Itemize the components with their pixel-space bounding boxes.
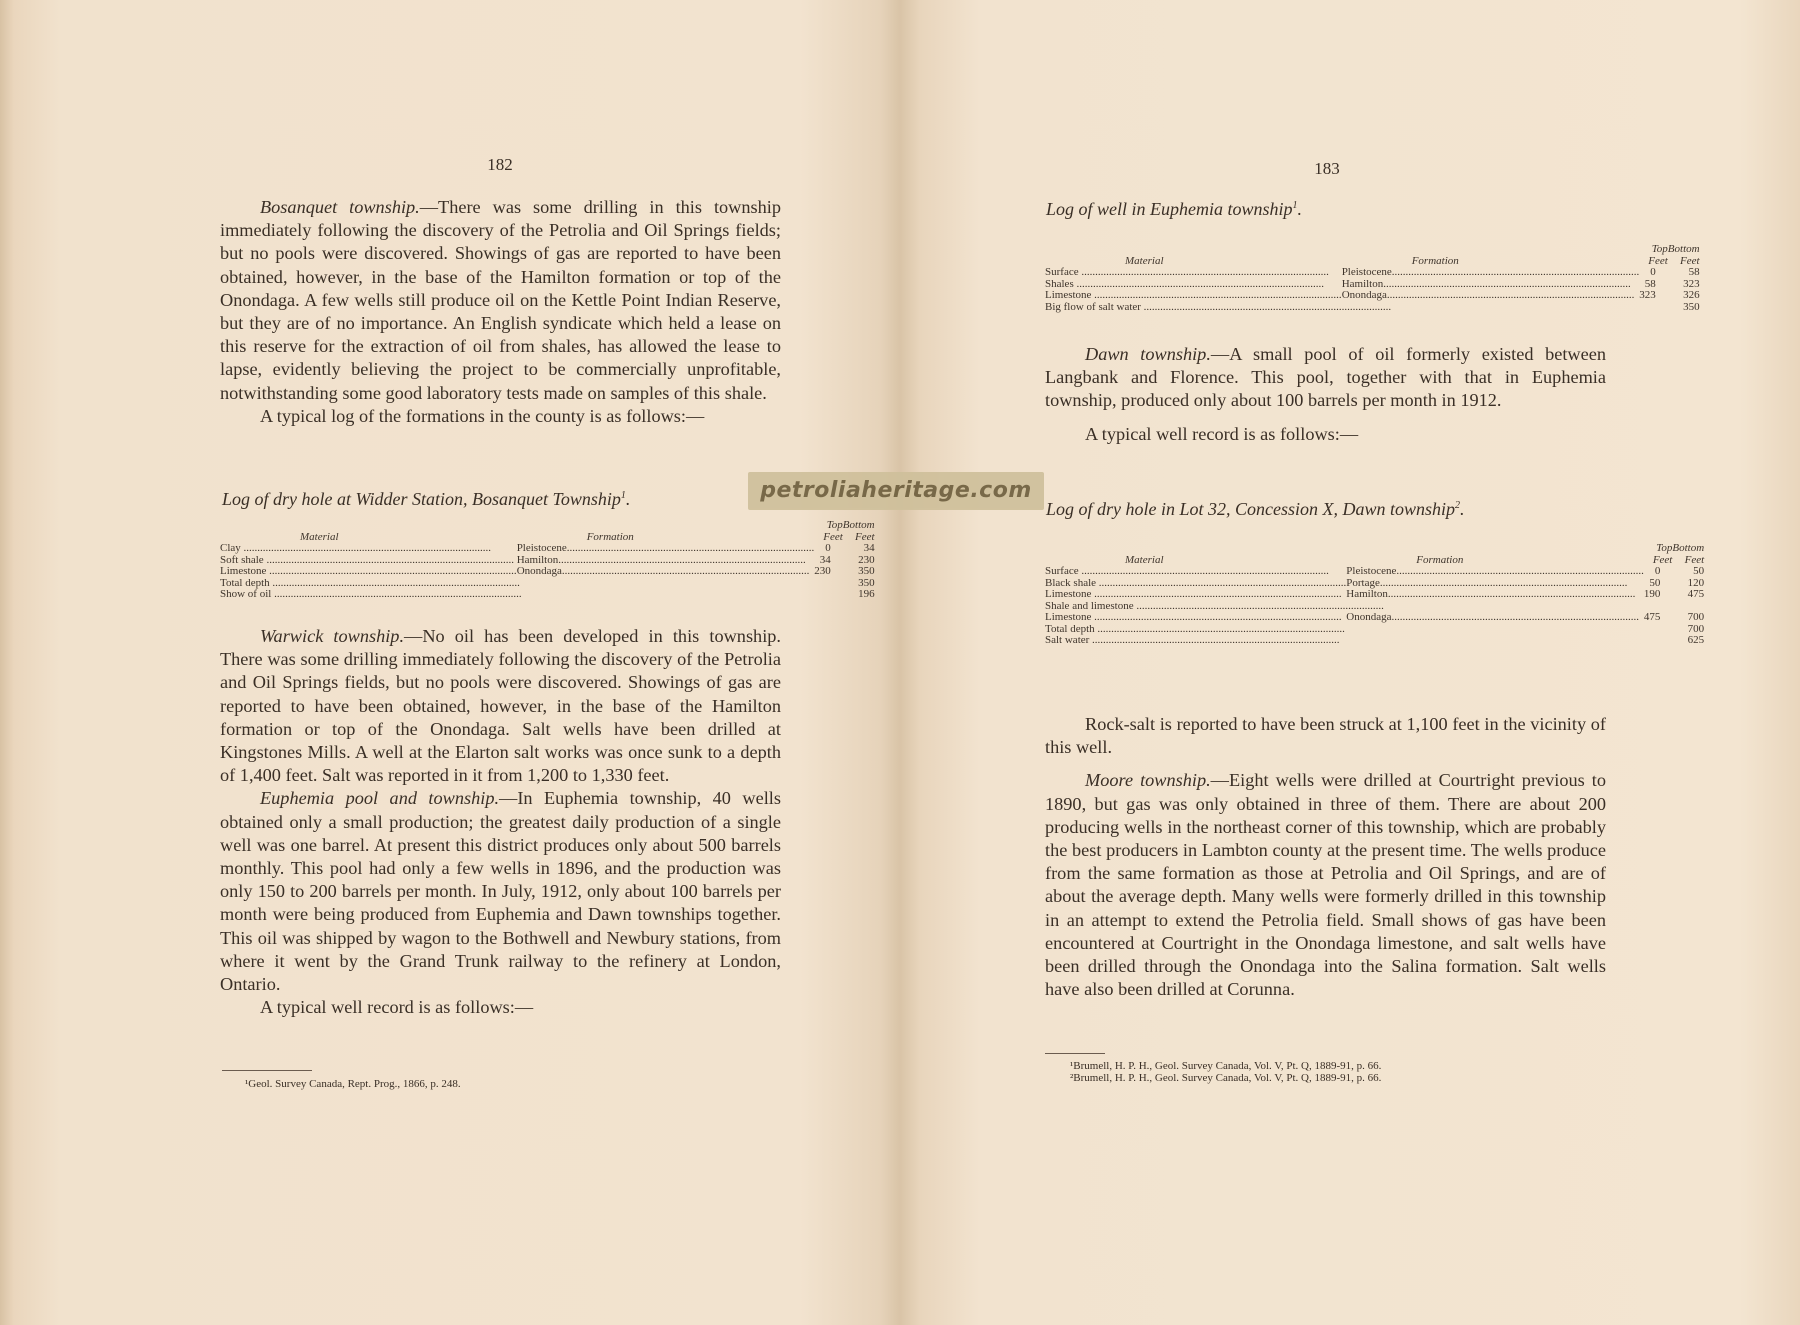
right-text-block-2 (1045, 713, 1606, 1001)
left-text-block-2 (220, 625, 781, 1019)
cell-bottom-feet: 700 (1687, 623, 1705, 635)
cell-material: Total depth .......................................................................................... (220, 577, 520, 589)
cell-material: Soft shale .......................................................................................... (220, 554, 514, 566)
footnote-rule (1045, 1053, 1105, 1054)
paragraph-text: —There was some drilling in this township immediately following the discovery of the Petrolia and Oil Springs fields; but no pools were discovered. Showings of gas are reported to have been obtained, however, in the base of the Hamilton formation or top of the Onondaga. A few wells still produce oil on the Kettle Point Indian Reserve, but they are of no importance. An English syndicate which held a lease on this reserve for the extraction of oil from shales, has allowed the lease to lapse, evidently believing the project to be commercially unprofitable, notwithstanding some good laboratory tests made on samples of this shale. (220, 197, 781, 403)
cell-bottom-feet: 50 (1693, 566, 1705, 577)
paragraph-heading: Bosanquet township. (260, 197, 420, 217)
table-row (1045, 578, 1704, 590)
caption-end: . (1297, 199, 1303, 219)
caption-text: Log of dry hole at Widder Station, Bosanquet Township (222, 489, 621, 509)
table-row (1045, 302, 1700, 314)
right-text-block-1 (1045, 343, 1606, 446)
column-header-material: Material (1125, 553, 1164, 566)
watermark: petroliaheritage.com (748, 472, 1044, 510)
cell-bottom-feet: 34 (863, 543, 875, 554)
table-row (1045, 566, 1704, 578)
cell-top-feet: 190 (1643, 589, 1661, 600)
column-header-top: Top Feet (1652, 542, 1673, 566)
paragraph-well-record: A typical well record is as follows:— (260, 997, 534, 1018)
table-header-row (1045, 244, 1700, 267)
paragraph-text: —A small pool of oil formerly existed between Langbank and Florence. This pool, together with that in Euphemia township, produced only about 100 barrels per month in 1912. (1045, 344, 1606, 411)
cell-top-feet: 475 (1643, 612, 1661, 623)
cell-material: Limestone .......................................................................................... (220, 566, 517, 577)
caption-footnote-ref: 1 (620, 490, 626, 501)
cell-formation: Hamilton.......................................................................................... (1341, 278, 1631, 290)
paragraph-heading: Moore township. (1085, 770, 1211, 791)
paragraph-text: —No oil has been developed in this township. There was some drilling immediately following the discovery of the Petrolia and Oil Springs fields, but no pools were discovered. Showings of gas are reported to have been obtained, however, in the base of the Hamilton formation or top of the Onondaga. Salt wells have been drilled at Kingstones Mills. A well at the Elarton salt works was once sunk to a depth of 1,400 feet. Salt was reported in it from 1,200 to 1,330 feet. (220, 626, 781, 786)
table-row (220, 543, 875, 555)
left-text-block-1 (220, 196, 781, 428)
cell-material: Clay .......................................................................................... (220, 543, 492, 554)
caption-end: . (625, 489, 631, 509)
paragraph-intro-log: A typical log of the formations in the county is as follows:— (260, 405, 705, 426)
page-number: 182 (487, 155, 513, 174)
table-caption (1046, 199, 1302, 220)
cell-bottom-feet: 196 (858, 589, 875, 600)
table-row (1045, 601, 1704, 613)
cell-bottom-feet (1672, 601, 1704, 613)
column-header-bottom: Bottom Feet (1667, 243, 1700, 267)
cell-bottom-feet: 350 (1683, 301, 1700, 313)
cell-bottom-feet: 625 (1687, 635, 1705, 646)
cell-top-feet: 230 (814, 566, 831, 577)
footnote-rule (222, 1070, 312, 1071)
cell-top-feet: 0 (1650, 267, 1656, 278)
table-row (1045, 635, 1704, 647)
cell-material: Show of oil .......................................................................................... (220, 589, 522, 600)
right-page (900, 0, 1800, 1325)
cell-top-feet: 34 (819, 554, 831, 566)
cell-material: Shales .......................................................................................... (1045, 278, 1324, 290)
caption-footnote-ref: 2 (1455, 500, 1461, 511)
cell-material: Limestone .......................................................................................... (1045, 612, 1342, 623)
paragraph-heading: Warwick township. (260, 626, 405, 646)
caption-text: Log of well in Euphemia township (1046, 199, 1293, 219)
cell-material: Total depth .......................................................................................... (1045, 623, 1345, 635)
cell-material: Shale and limestone .......................................................................................... (1045, 600, 1384, 612)
cell-bottom-feet: 475 (1687, 589, 1705, 600)
cell-formation: Onondaga.......................................................................................... (1341, 290, 1635, 301)
paragraph-heading: Euphemia pool and township. (260, 788, 500, 809)
cell-bottom-feet: 700 (1687, 612, 1705, 623)
table-row (220, 566, 875, 578)
column-header-material: Material (300, 530, 339, 543)
cell-material: Surface .......................................................................................... (1045, 566, 1329, 577)
table-row (220, 555, 875, 567)
cell-formation: Pleistocene.......................................................................................... (1346, 566, 1644, 577)
cell-material: Big flow of salt water .......................................................................................... (1045, 301, 1392, 313)
cell-material: Limestone .......................................................................................... (1045, 589, 1342, 600)
table-caption (222, 489, 630, 510)
caption-end: . (1460, 499, 1465, 519)
cell-bottom-feet: 350 (858, 577, 875, 589)
log-table-euphemia (1045, 244, 1700, 313)
table-row (220, 589, 875, 601)
paragraph-warwick (220, 625, 781, 787)
footnote: ¹Geol. Survey Canada, Rept. Prog., 1866, p. 248. (245, 1078, 461, 1090)
caption-footnote-ref: 1 (1292, 200, 1298, 211)
cell-bottom-feet: 120 (1687, 577, 1705, 589)
paragraph-moore (1045, 769, 1606, 1001)
cell-top-feet: 323 (1639, 290, 1656, 301)
cell-formation: Onondaga.......................................................................................... (1346, 612, 1639, 623)
table-row (1045, 589, 1704, 601)
cell-formation: Hamilton.......................................................................................... (1346, 589, 1636, 600)
paragraph-rock-salt: Rock-salt is reported to have been struck at 1,100 feet in the vicinity of this well. (1045, 714, 1606, 758)
footnote-2: ²Brumell, H. P. H., Geol. Survey Canada, Vol. V, Pt. Q, 1889-91, p. 66. (1070, 1072, 1382, 1084)
column-header-material: Material (1125, 254, 1164, 267)
cell-material: Surface .......................................................................................... (1045, 267, 1329, 278)
paragraph-bosanquet (220, 196, 781, 405)
table-row (220, 578, 875, 590)
column-header-formation: Formation (1411, 254, 1459, 267)
cell-formation: Pleistocene.......................................................................................... (516, 543, 815, 554)
column-header-top: Top Feet (823, 519, 843, 543)
cell-top-feet: 58 (1644, 278, 1656, 290)
column-header-bottom: Bottom Feet (842, 519, 875, 543)
cell-bottom-feet: 58 (1688, 267, 1700, 278)
cell-top-feet: 50 (1649, 577, 1661, 589)
paragraph-dawn (1045, 343, 1606, 413)
cell-bottom-feet: 350 (858, 566, 875, 577)
caption-text: Log of dry hole in Lot 32, Concession X, Dawn township (1046, 499, 1456, 519)
paragraph-well-record: A typical well record is as follows:— (1085, 423, 1359, 444)
cell-material: Black shale .......................................................................................... (1045, 577, 1347, 589)
column-header-formation: Formation (586, 530, 634, 543)
table-header-row (1045, 543, 1704, 566)
column-header-formation: Formation (1416, 553, 1464, 566)
table-row (1045, 267, 1700, 279)
log-table-widder (220, 520, 875, 601)
cell-bottom-feet: 230 (858, 554, 875, 566)
table-header-row (220, 520, 875, 543)
column-header-bottom: Bottom Feet (1672, 542, 1705, 566)
table-row (1045, 279, 1700, 291)
column-header-top: Top Feet (1648, 243, 1668, 267)
table-row (1045, 624, 1704, 636)
cell-bottom-feet: 326 (1683, 290, 1700, 301)
table-caption (1046, 499, 1465, 520)
log-table-dawn (1045, 543, 1704, 647)
cell-formation: Hamilton.......................................................................................... (516, 554, 806, 566)
table-row (1045, 612, 1704, 624)
cell-formation: Onondaga.......................................................................................... (516, 566, 810, 577)
cell-top-feet: 0 (825, 543, 831, 554)
cell-material: Limestone .......................................................................................... (1045, 290, 1342, 301)
paragraph-text: —Eight wells were drilled at Courtright previous to 1890, but gas was only obtained in three of them. There are about 200 producing wells in the northeast corner of this township, which are probably the best producers in Lambton county at the present time. The wells produce from the same formation as those at Petrolia and Oil Springs, and are of about the average depth. Many wells were formerly drilled in this township in an attempt to extend the Petrolia field. Small shows of gas have been encountered at Courtright in the Onondaga limestone, and salt wells have been drilled through the Onondaga into the Salina formation. Salt wells have also been drilled at Corunna. (1045, 770, 1606, 1000)
cell-bottom-feet: 323 (1683, 278, 1700, 290)
paragraph-euphemia (220, 787, 781, 996)
cell-formation: Pleistocene.......................................................................................... (1341, 267, 1640, 278)
paragraph-text: —In Euphemia township, 40 wells obtained only a small production; the greatest daily production of a single well was one barrel. At present this district produces only about 500 barrels monthly. This pool had only a few wells in 1896, and the production was only 150 to 200 barrels per month. In July, 1912, only about 100 barrels per month were being produced from Euphemia and Dawn townships together. This oil was shipped by wagon to the Bothwell and Newbury stations, from where it went by the Grand Trunk railway to the refinery at London, Ontario. (220, 788, 782, 995)
page-number: 183 (1314, 159, 1340, 178)
paragraph-heading: Dawn township. (1085, 344, 1211, 364)
footnote-1: ¹Brumell, H. P. H., Geol. Survey Canada, Vol. V, Pt. Q, 1889-91, p. 66. (1070, 1060, 1382, 1072)
cell-formation: Portage.......................................................................................... (1346, 577, 1628, 589)
cell-material: Salt water .......................................................................................... (1045, 635, 1340, 646)
cell-top-feet: 0 (1654, 566, 1661, 577)
table-row (1045, 290, 1700, 302)
